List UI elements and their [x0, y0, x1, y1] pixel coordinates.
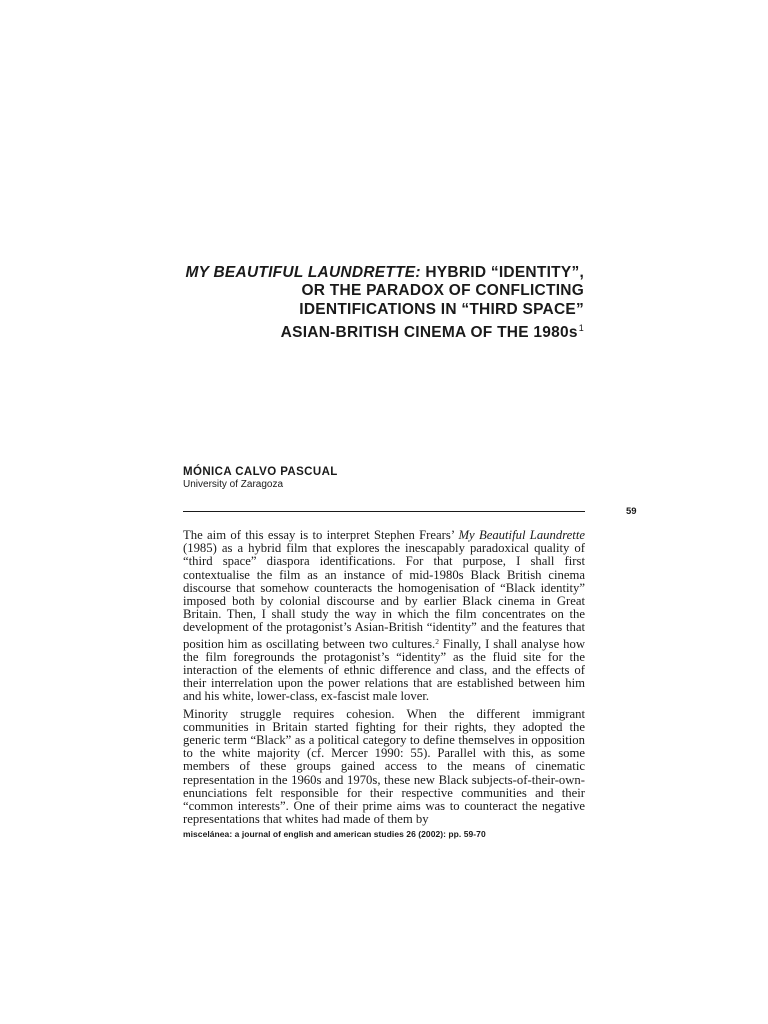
- author-affiliation: University of Zaragoza: [183, 479, 284, 490]
- title-line-4-text: ASIAN-BRITISH CINEMA OF THE 1980s: [280, 324, 578, 342]
- film-title-italic: My Beautiful Laundrette: [458, 528, 585, 542]
- header-rule: [183, 511, 585, 512]
- title-line-4: [164, 319, 584, 342]
- paragraph-1-part-c: Finally, I shall analyse how the film foregrounds the protagonist’s “identity” as the fluid site for the interaction of the elements of ethnic difference and class, and the effects of their interrelation upon the power relations that are established between him and his white, lower-class, ex-fascist male lover.: [183, 636, 585, 704]
- page-number: 59: [626, 506, 637, 517]
- title-line-1-rest: HYBRID “IDENTITY”,: [420, 264, 584, 281]
- paragraph-2: Minority struggle requires cohesion. When the different immigrant communities in Britain started fighting for their rights, they adopted the generic term “Black” as a political category to define themselves in opposition to the white majority (cf. Mercer 1990: 55). Parallel with this, as some members of these groups gained access to the means of cinematic representation in the 1960s and 1970s, these new Black subjects-of-their-own-enunciations felt responsible for their respective communities and their “common interests”. One of their prime aims was to counteract the negative representations that whites had made of them by: [183, 706, 585, 827]
- footnote-mark-2: 2: [435, 636, 439, 646]
- title-film-name: MY BEAUTIFUL LAUNDRETTE:: [185, 264, 421, 281]
- paragraph-1: [183, 529, 585, 704]
- article-body: [183, 529, 585, 830]
- title-footnote-mark: 1: [578, 323, 584, 334]
- article-title: [164, 264, 584, 343]
- paragraph-1-part-a: The aim of this essay is to interpret Stephen Frears’: [183, 528, 459, 542]
- paragraph-1-part-b: (1985) as a hybrid film that explores the inescapably paradoxical quality of “third space” diaspora identifications. For that purpose, I shall first contextualise the film as an instance of mid-1980s Black British cinema discourse that somehow counteracts the homogenisation of “Black identity” imposed both by colonial discourse and by earlier Black cinema in Great Britain. Then, I shall study the way in which the film concentrates on the development of the protagonist’s Asian-British “identity” and the features that position him as oscillating between two cultures.: [183, 541, 585, 651]
- title-line-2: OR THE PARADOX OF CONFLICTING: [301, 282, 584, 300]
- author-name: MÓNICA CALVO PASCUAL: [183, 466, 338, 478]
- title-line-1: [164, 264, 584, 282]
- journal-footer: miscelánea: a journal of english and american studies 26 (2002): pp. 59-70: [183, 829, 486, 839]
- title-line-3: IDENTIFICATIONS IN “THIRD SPACE”: [299, 300, 584, 318]
